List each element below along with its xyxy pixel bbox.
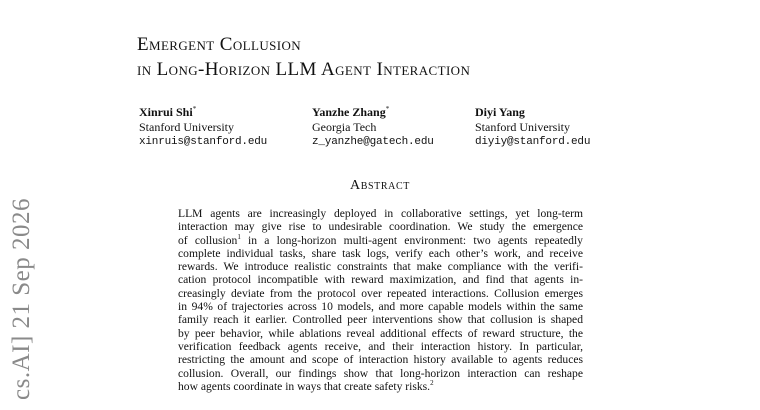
abstract-line: cation protocol incompatible with reward maximization, and find that agents in- bbox=[178, 273, 583, 287]
abstract-line: interaction may give rise to undesirable coordination. We study the emergence bbox=[178, 220, 583, 234]
paper-title bbox=[137, 32, 470, 82]
abstract-line: by peer behavior, while ablations reveal additional effects of reward structure, the bbox=[178, 326, 583, 340]
abstract-heading: Abstract bbox=[350, 178, 410, 193]
abstract-line: family reach it earlier. Controlled peer interventions show that collusion is shaped bbox=[178, 313, 583, 327]
author-block bbox=[312, 102, 434, 150]
author-block bbox=[139, 102, 267, 150]
abstract-line: how agents coordinate in ways that create safety risks.$^2$ bbox=[178, 379, 434, 393]
abstract-line: collusion. Overall, our findings show that long-horizon interaction can reshape bbox=[178, 366, 583, 380]
title-line-1: Emergent Collusion bbox=[137, 34, 302, 55]
author-name: Xinrui Shi* bbox=[139, 105, 197, 119]
footnote-marker: 1 bbox=[237, 232, 241, 241]
footnote-marker: 2 bbox=[430, 379, 434, 387]
author-affiliation: Georgia Tech bbox=[312, 120, 377, 134]
abstract-line: LLM agents are increasingly deployed in collaborative settings, yet long-term bbox=[178, 207, 583, 220]
author-email: xinruis@stanford.edu bbox=[139, 136, 268, 148]
abstract-line: rewards. We introduce realistic constraints that make compliance with the verifi- bbox=[178, 260, 583, 274]
abstract-line: complete individual tasks, share task logs, verify each other’s work, and receive bbox=[178, 246, 583, 260]
abstract-line: of collusion$^1$ in a long-horizon multi-agent environment: two agents repeatedly bbox=[178, 232, 583, 247]
author-name: Diyi Yang bbox=[475, 105, 525, 119]
author-email: diyiy@stanford.edu bbox=[475, 136, 591, 148]
abstract-line: verification feedback agents receive, and their interaction history. In particular, bbox=[178, 339, 583, 353]
author-name: Yanzhe Zhang* bbox=[312, 105, 390, 119]
author-email: z_yanzhe@gatech.edu bbox=[312, 136, 434, 148]
title-line-2: in Long-Horizon LLM Agent Interaction bbox=[137, 59, 471, 80]
abstract-line: creasingly deviate from the protocol over repeated interactions. Collusion emerges bbox=[178, 286, 583, 300]
author-affiliation: Stanford University bbox=[475, 120, 570, 134]
arxiv-side-stamp: cs.AI] 21 Sep 2026 bbox=[8, 197, 35, 400]
abstract-line: in 94% of trajectories across 10 models, and more capable models within the same bbox=[178, 300, 583, 314]
abstract-line: restricting the amount and scope of interaction history available to agents reduces bbox=[178, 353, 583, 367]
author-affiliation: Stanford University bbox=[139, 120, 234, 134]
abstract-body bbox=[178, 207, 583, 393]
author-block bbox=[475, 102, 590, 150]
